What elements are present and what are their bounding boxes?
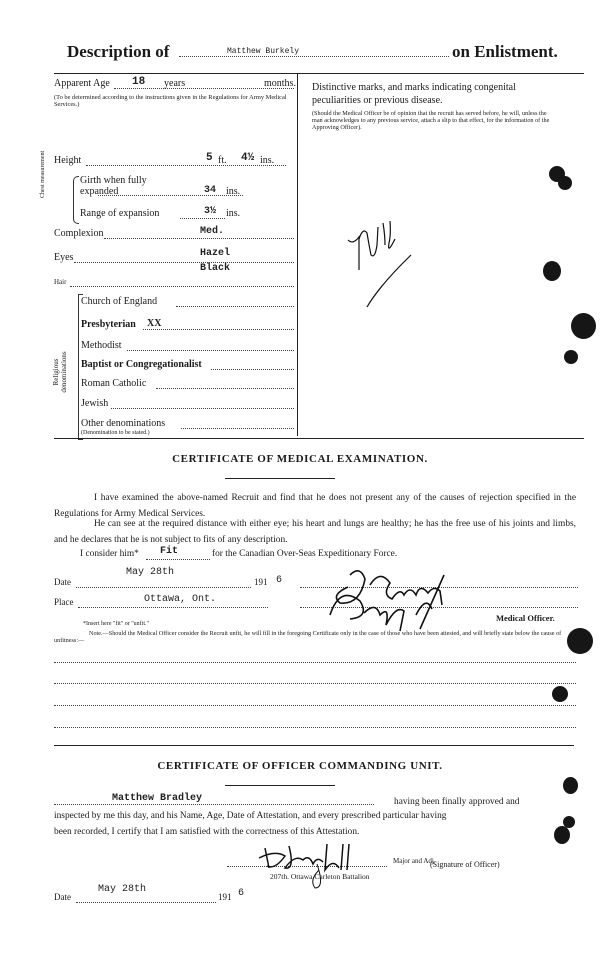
medical-place-value: Ottawa, Ont. bbox=[144, 594, 217, 605]
punch-hole-mark bbox=[564, 350, 578, 364]
medical-date-row: Date May 28th 191 6 bbox=[54, 567, 283, 587]
religion-dots bbox=[176, 306, 294, 307]
officer-para-line-2: inspected by me this day, and his Name, Age, Date of Attestation, and every prescribed particular having bbox=[54, 811, 447, 821]
hair-value: Black bbox=[200, 263, 231, 274]
religion-other: Other denominations bbox=[81, 418, 294, 429]
medical-para-1: I have examined the above-named Recruit and find that he does not present any of the causes of rejection specified in the Regulations for Army Medical Services. bbox=[54, 493, 576, 519]
medical-officer-signature bbox=[320, 565, 520, 640]
officer-signature bbox=[255, 840, 385, 895]
complexion-value: Med. bbox=[200, 226, 225, 237]
heading-underline-1 bbox=[225, 478, 335, 479]
heading-underline-2 bbox=[225, 785, 335, 786]
header-rule bbox=[54, 73, 584, 74]
punch-hole-mark bbox=[554, 826, 570, 844]
place-dots bbox=[78, 607, 268, 608]
apparent-age-row: Apparent Age 18 years months. bbox=[54, 76, 296, 89]
religion-group-label: Religious denominations bbox=[52, 351, 68, 393]
complexion-dots bbox=[104, 238, 294, 239]
punch-hole-mark bbox=[571, 313, 596, 339]
officer-para bbox=[54, 792, 576, 840]
recruit-name-value: Matthew Burkely bbox=[227, 47, 300, 56]
distinctive-marks-label: Distinctive marks, and marks indicating congenital peculiarities or previous disease. bbox=[312, 82, 516, 106]
medical-place-row: Place Ottawa, Ont. bbox=[54, 597, 294, 607]
religion-baptist: Baptist or Congregationalist bbox=[81, 359, 294, 370]
officer-year-value: 6 bbox=[238, 888, 245, 899]
medical-certificate-heading: CERTIFICATE OF MEDICAL EXAMINATION. bbox=[172, 453, 428, 465]
religion-dots bbox=[156, 388, 294, 389]
officer-rank: Major and Adj. bbox=[393, 857, 436, 865]
eyes-dots bbox=[74, 262, 294, 263]
religion-roman-catholic: Roman Catholic bbox=[81, 378, 294, 389]
religion-dots bbox=[111, 408, 294, 409]
religion-jewish: Jewish bbox=[81, 398, 294, 409]
religion-presbyterian: Presbyterian XX bbox=[81, 319, 294, 330]
presbyterian-mark: XX bbox=[147, 318, 162, 329]
consider-row: I consider him* Fit for the Canadian Over-Seas Expeditionary Force. bbox=[80, 546, 398, 559]
title-prefix: Description of bbox=[67, 42, 170, 61]
months-label: months. bbox=[264, 78, 296, 89]
medical-officer-label: Medical Officer. bbox=[496, 613, 555, 623]
unfitness-line-1[interactable] bbox=[54, 662, 576, 663]
ins-label: ins. bbox=[260, 155, 275, 166]
hair-row: Hair Black bbox=[54, 276, 294, 287]
medical-year-prefix: 191 bbox=[254, 577, 268, 587]
hair-dots bbox=[70, 286, 294, 287]
other-denomination-note: (Denomination to be stated.) bbox=[81, 430, 150, 436]
officer-signature-label: (Signature of Officer) bbox=[430, 860, 500, 869]
unfitness-note: Note.—Should the Medical Officer consider the Recruit unfit, he will fill in the foregoing Certificate only in the case of those who have been attested, and will briefly state below the cause of unfitness:— bbox=[54, 630, 562, 644]
fit-footnote: *Insert here "fit" or "unfit." bbox=[83, 621, 149, 627]
chest-group-label: Chest measurement bbox=[40, 150, 46, 198]
section-rule-1 bbox=[54, 438, 584, 439]
nil-handwriting-icon bbox=[345, 215, 415, 310]
distinctive-marks-value bbox=[345, 215, 415, 315]
officer-year-prefix: 191 bbox=[218, 892, 232, 902]
distinctive-marks-note: (Should the Medical Officer be of opinion that the recruit has served before, he will, unless the man acknowledges to any previous service, attach a slip to that effect, for the information of the Approving Officer). bbox=[312, 110, 550, 131]
officer-para-suffix: having been finally approved and bbox=[394, 797, 520, 807]
officer-name-dots bbox=[54, 804, 374, 805]
title-suffix: on Enlistment. bbox=[452, 42, 558, 61]
chest-brace bbox=[73, 176, 79, 224]
section-rule-2 bbox=[54, 745, 574, 746]
years-label: years bbox=[164, 78, 186, 89]
form-title bbox=[67, 42, 577, 62]
ft-label: ft. bbox=[218, 155, 227, 166]
officer-certificate-heading: CERTIFICATE OF OFFICER COMMANDING UNIT. bbox=[157, 760, 443, 772]
eyes-value: Hazel bbox=[200, 248, 231, 259]
girth-dots bbox=[98, 195, 243, 196]
girth-ins-label: ins. bbox=[226, 186, 241, 197]
religion-dots bbox=[143, 329, 294, 330]
medical-para-2: He can see at the required distance with either eye; his heart and lungs are healthy; he has the free use of his joints and limbs, and he declares that he is not subject to fits of any description. bbox=[54, 519, 576, 545]
height-ft-value: 5 bbox=[206, 152, 213, 164]
medical-year-value: 6 bbox=[276, 575, 283, 586]
recruit-name-field bbox=[179, 56, 449, 57]
range-row: Range of expansion 3½ ins. bbox=[80, 206, 241, 219]
punch-hole-mark bbox=[543, 261, 561, 281]
date-dots bbox=[76, 587, 251, 588]
officer-date-value: May 28th bbox=[98, 884, 147, 895]
panel-divider bbox=[297, 74, 298, 436]
complexion-row: Complexion Med. bbox=[54, 228, 294, 239]
punch-hole-mark bbox=[567, 628, 593, 654]
religion-dots bbox=[181, 428, 294, 429]
medical-date-value: May 28th bbox=[126, 567, 175, 578]
religion-church-of-england: Church of England bbox=[81, 296, 294, 307]
officer-para-line-3: been recorded, I certify that I am satisfied with the correctness of this Attestation. bbox=[54, 827, 360, 837]
punch-hole-mark bbox=[563, 816, 575, 828]
age-note: (To be determined according to the instructions given in the Regulations for Army Medical Services.) bbox=[54, 94, 287, 108]
height-row: Height 5 ft. 4½ ins. bbox=[54, 155, 294, 166]
officer-name-value: Matthew Bradley bbox=[112, 793, 203, 804]
consider-suffix: for the Canadian Over-Seas Expeditionary Force. bbox=[212, 549, 398, 559]
signature-icon bbox=[255, 840, 385, 890]
range-value: 3½ bbox=[204, 206, 217, 217]
eyes-row: Eyes Hazel bbox=[54, 252, 294, 263]
punch-hole-mark bbox=[558, 176, 572, 190]
unfitness-line-4[interactable] bbox=[54, 727, 576, 728]
apparent-age-value: 18 bbox=[132, 76, 146, 88]
range-ins-label: ins. bbox=[226, 208, 241, 219]
consider-dots bbox=[146, 559, 210, 560]
girth-value: 34 bbox=[204, 185, 217, 196]
height-in-value: 4½ bbox=[241, 152, 255, 164]
officer-date-row: Date May 28th 191 6 bbox=[54, 884, 245, 902]
officer-unit: 207th. Ottawa Carleton Battalion bbox=[270, 872, 370, 881]
religion-dots bbox=[127, 350, 294, 351]
unfitness-line-3[interactable] bbox=[54, 705, 576, 706]
signature-icon bbox=[320, 565, 520, 635]
unfitness-line-2[interactable] bbox=[54, 683, 576, 684]
officer-date-dots bbox=[76, 902, 216, 903]
girth-row: Girth when fully expanded 34 ins. bbox=[80, 175, 295, 197]
religion-dots bbox=[211, 369, 294, 370]
punch-hole-mark bbox=[552, 686, 568, 702]
fitness-value: Fit bbox=[160, 546, 179, 557]
height-dots bbox=[86, 165, 286, 166]
religion-methodist: Methodist bbox=[81, 340, 294, 351]
punch-hole-mark bbox=[563, 777, 578, 794]
range-dots bbox=[180, 218, 225, 219]
